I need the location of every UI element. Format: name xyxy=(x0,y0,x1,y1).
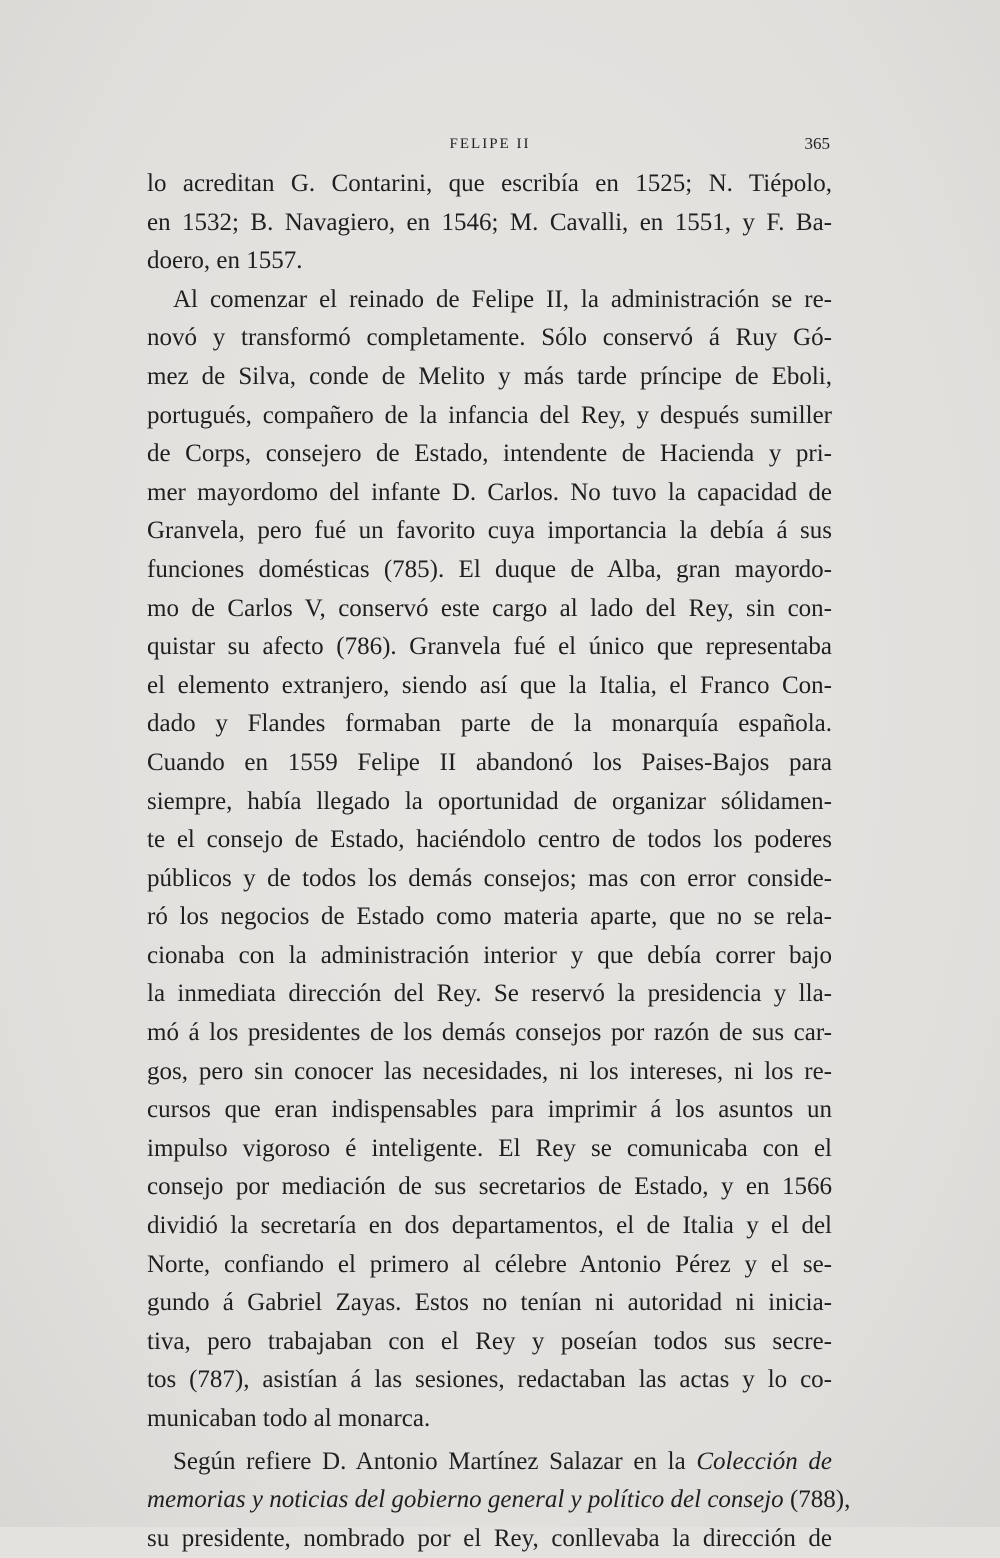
text-line: impulso vigoroso é inteligente. El Rey se comunicaba con el xyxy=(147,1134,832,1162)
running-head xyxy=(150,134,830,158)
text-line: cursos que eran indispensables para imprimir á los asuntos un xyxy=(147,1096,832,1124)
text-line: tos (787), asistían á las sesiones, redactaban las actas y lo co- xyxy=(147,1366,832,1394)
text-line: gos, pero sin conocer las necesidades, ni los intereses, ni los re- xyxy=(147,1057,832,1085)
text-line: su presidente, nombrado por el Rey, conllevaba la dirección de xyxy=(147,1524,832,1552)
book-title-italic: memorias y noticias del gobierno general y político del consejo xyxy=(147,1486,784,1514)
text-line: la inmediata dirección del Rey. Se reservó la presidencia y lla- xyxy=(147,980,832,1008)
text-run: (788), xyxy=(783,1486,851,1514)
text-line xyxy=(147,1481,851,1520)
text-line: quistar su afecto (786). Granvela fué el único que representaba xyxy=(147,633,832,661)
text-line: cionaba con la administración interior y que debía correr bajo xyxy=(147,941,832,969)
text-line: públicos y de todos los demás consejos; mas con error conside- xyxy=(147,864,832,892)
text-line: ró los negocios de Estado como materia aparte, que no se rela- xyxy=(147,903,832,931)
body-text xyxy=(147,165,851,1558)
text-line: en 1532; B. Navagiero, en 1546; M. Cavalli, en 1551, y F. Ba- xyxy=(147,208,832,236)
text-line: dividió la secretaría en dos departamentos, el de Italia y el del xyxy=(147,1212,832,1240)
text-line: municaban todo al monarca. xyxy=(147,1405,431,1432)
text-line xyxy=(147,1443,832,1482)
text-line: siempre, había llegado la oportunidad de organizar sólidamen- xyxy=(147,787,832,815)
text-line: consejo por mediación de sus secretarios de Estado, y en 1566 xyxy=(147,1173,832,1201)
text-line: Cuando en 1559 Felipe II abandonó los Paises-Bajos para xyxy=(147,748,832,776)
text-line: tiva, pero trabajaban con el Rey y poseían todos sus secre- xyxy=(147,1327,832,1355)
text-line: mez de Silva, conde de Melito y más tarde príncipe de Eboli, xyxy=(147,362,832,390)
text-line: lo acreditan G. Contarini, que escribía en 1525; N. Tiépolo, xyxy=(147,170,832,197)
text-line: Norte, confiando el primero al célebre Antonio Pérez y el se- xyxy=(147,1250,832,1278)
running-title: FELIPE II xyxy=(449,136,531,152)
text-run: Según refiere D. Antonio Martínez Salazar en la xyxy=(173,1447,697,1475)
book-title-italic: Colección de xyxy=(696,1447,832,1475)
text-line: gundo á Gabriel Zayas. Estos no tenían ni autoridad ni inicia- xyxy=(147,1289,832,1317)
text-line: doero, en 1557. xyxy=(147,247,303,275)
text-line: portugués, compañero de la infancia del Rey, y después sumiller xyxy=(147,401,832,429)
text-line: mo de Carlos V, conservó este cargo al lado del Rey, sin con- xyxy=(147,594,832,622)
text-line: el elemento extranjero, siendo así que la Italia, el Franco Con- xyxy=(147,671,832,699)
text-line: Al comenzar el reinado de Felipe II, la administración se re- xyxy=(173,285,832,313)
text-line: dado y Flandes formaban parte de la monarquía española. xyxy=(147,710,832,738)
text-line: te el consejo de Estado, haciéndolo centro de todos los poderes xyxy=(147,826,832,854)
text-line: mó á los presidentes de los demás consejos por razón de sus car- xyxy=(147,1019,832,1047)
page-number: 365 xyxy=(804,134,830,153)
text-line: mer mayordomo del infante D. Carlos. No tuvo la capacidad de xyxy=(147,478,832,506)
text-line: Granvela, pero fué un favorito cuya importancia la debía á sus xyxy=(147,517,832,545)
text-line: de Corps, consejero de Estado, intendente de Hacienda y pri- xyxy=(147,440,832,468)
text-line: funciones domésticas (785). El duque de Alba, gran mayordo- xyxy=(147,555,832,583)
text-line: novó y transformó completamente. Sólo conservó á Ruy Gó- xyxy=(147,324,832,352)
